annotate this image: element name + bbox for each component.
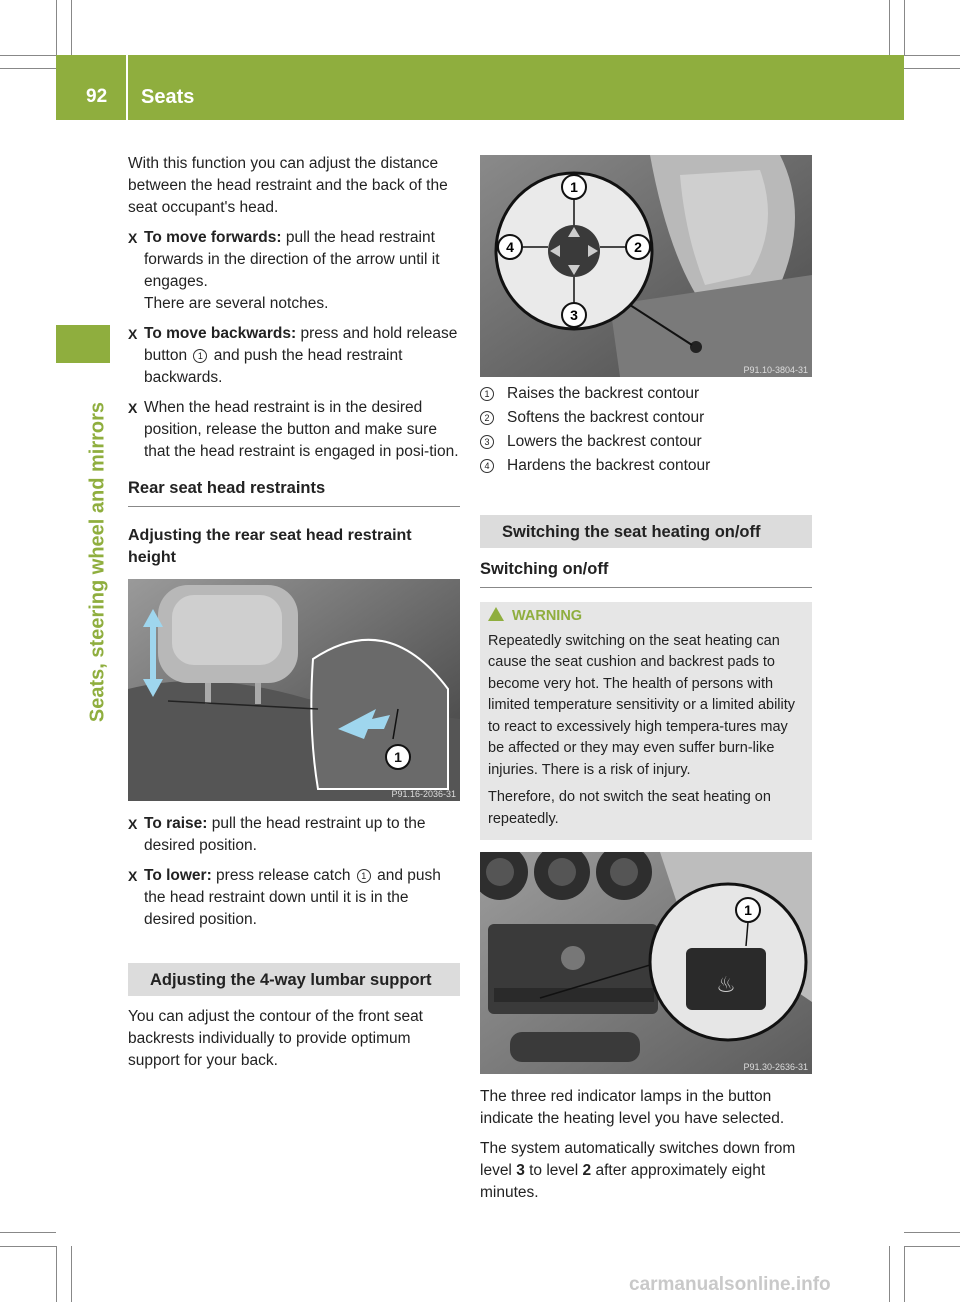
rear-head-restraint-image [128,579,460,801]
step-item [128,813,460,857]
subheading-rear-height: Adjusting the rear seat head restraint height [128,527,412,566]
step-lead: To move backwards: [144,325,297,342]
callout-number: 4 [480,459,494,473]
auto-switch-text: The system automatically switches down from level [480,1140,796,1179]
step-item [128,397,460,463]
crop-mark [904,1232,960,1233]
step-text: pull the head restraint forwards in the direction of the arrow until it engages. [144,229,440,290]
image-callout: 1 [570,179,578,195]
image-code: P91.30-2636-31 [743,1062,808,1072]
side-tab-block [56,325,110,363]
callout-number: 1 [357,869,371,883]
crop-mark [71,0,72,55]
legend-item [480,407,812,429]
section-heading-heating: Switching the seat heating on/off [480,515,812,548]
step-lead: To lower: [144,867,212,884]
warning-text: Therefore, do not switch the seat heating on repeatedly. [488,789,771,827]
crop-mark [904,68,960,69]
step-text: press release catch [211,867,355,884]
step-text: press and hold release button [144,325,458,364]
step-arrow-icon: X [128,868,138,884]
step-text: and push the head restraint backwards. [144,347,403,386]
crop-mark [904,55,960,56]
step-text: When the head restraint is in the desired position, release the button and make sure that the head restraint is engaged in posi-tion. [144,399,459,460]
legend-text: Hardens the backrest contour [507,457,711,474]
image-callout: 4 [506,239,514,255]
legend-item [480,383,812,405]
step-item [128,227,460,315]
callout-number: 1 [193,349,207,363]
step-item [128,323,460,389]
step-lead: To raise: [144,815,208,832]
intro-paragraph: With this function you can adjust the distance between the head restraint and the back of the seat occupant's head. [128,155,448,216]
crop-mark [56,0,57,55]
image-code: P91.10-3804-31 [743,365,808,375]
left-column [128,153,460,1080]
crop-mark [904,1246,960,1247]
legend-text: Lowers the backrest contour [507,433,702,450]
crop-mark [889,0,890,55]
legend-text: Raises the backrest contour [507,385,700,402]
legend-text: Softens the backrest contour [507,409,705,426]
side-tab [71,372,125,752]
crop-mark [904,0,905,55]
image-callout: 1 [394,749,402,765]
auto-switch-text: to level [524,1162,583,1179]
step-text: and push the head restraint down until it is in the desired position. [144,867,441,928]
step-arrow-icon: X [128,230,138,246]
level-value: 2 [582,1162,592,1179]
image-callout: 1 [744,902,752,918]
legend-item [480,455,812,477]
side-tab-label: Seats, steering wheel and mirrors [86,401,109,723]
warning-label: WARNING [512,608,583,624]
lumbar-control-illustration [480,155,812,377]
header-divider [126,55,128,120]
crop-mark [904,1246,905,1302]
auto-switch-text: after approximately eight minutes. [480,1162,766,1201]
page-title: Seats [141,86,195,108]
callout-number: 3 [480,435,494,449]
section-heading-lumbar: Adjusting the 4-way lumbar support [128,963,460,996]
step-arrow-icon: X [128,326,138,342]
image-callout: 2 [634,239,642,255]
step-lead: To move forwards: [144,229,282,246]
warning-text: Repeatedly switching on the seat heating can cause the seat cushion and backrest pads to become very hot. The health of persons with limited temperature sensitivity or a limited ability to react to excessively high tempera-tures may be affected or they may even suffer burn-like injuries. There is a risk of injury. [488,632,796,778]
crop-mark [0,1246,56,1247]
rear-head-restraint-illustration [128,579,460,801]
warning-box [480,602,812,840]
watermark: carmanualsonline.info [629,1274,831,1295]
subheading-on-off: Switching on/off [480,558,812,588]
step-text: pull the head restraint up to the desired position. [144,815,426,854]
legend-item [480,431,812,453]
indicator-paragraph: The three red indicator lamps in the button indicate the heating level you have selected. [480,1088,785,1127]
callout-number: 2 [480,411,494,425]
step-arrow-icon: X [128,816,138,832]
seat-heating-image [480,852,812,1074]
section-heading-rear: Rear seat head restraints [128,477,460,507]
step-note: There are several notches. [144,295,329,312]
lumbar-control-image [480,155,812,377]
crop-mark [0,68,56,69]
crop-mark [71,1246,72,1302]
step-arrow-icon: X [128,400,138,416]
seat-heating-illustration [480,852,812,1074]
crop-mark [0,1232,56,1233]
image-callout: 3 [570,307,578,323]
image-code: P91.16-2036-31 [391,789,456,799]
seat-heater-icon: ♨ [716,973,736,998]
step-item [128,865,460,931]
level-value: 3 [516,1162,525,1179]
right-column [480,383,812,1212]
crop-mark [889,1246,890,1302]
auto-switch-paragraph [480,1138,812,1204]
lumbar-paragraph: You can adjust the contour of the front seat backrests individually to provide optimum support for your back. [128,1008,423,1069]
crop-mark [0,55,56,56]
warning-header [488,606,804,628]
crop-mark [56,1246,57,1302]
page-number: 92 [86,86,108,107]
warning-icon [488,607,504,621]
callout-number: 1 [480,387,494,401]
